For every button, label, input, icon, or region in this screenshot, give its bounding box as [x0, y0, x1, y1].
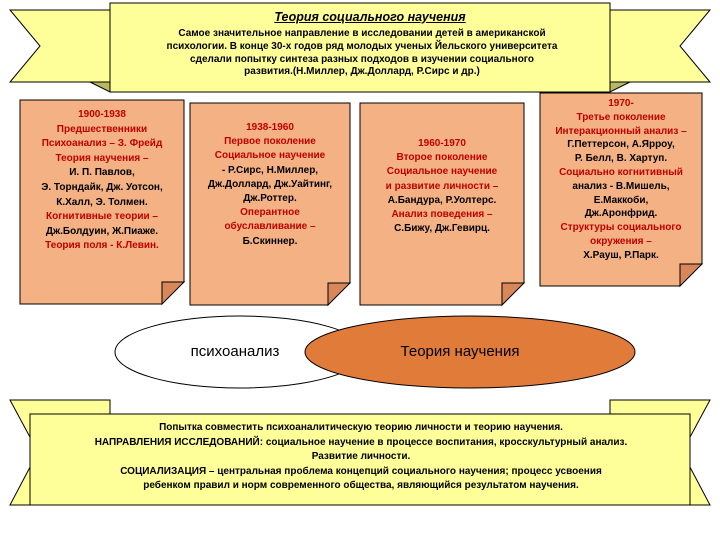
bottom-line: НАПРАВЛЕНИЯ ИССЛЕДОВАНИЙ: социальное научение в процессе воспитания, кросскультурный анализ. — [94, 436, 628, 448]
banner-line: сделали попытку синтеза разных подходов в изучении социального — [190, 53, 534, 65]
column-line: Социальное научение — [386, 166, 498, 178]
column-second-generation — [360, 137, 524, 236]
column-line: Структуры социального — [560, 222, 682, 234]
column-line: Р. Белл, В. Хартуп. — [574, 153, 668, 165]
column-line: обуславливание – — [224, 221, 316, 233]
column-line: Дж.Болдуин, Ж.Пиаже. — [45, 225, 159, 237]
banner-line: Самое значительное направление в исследовании детей в американской — [178, 28, 546, 39]
column-line: Второе поколение — [396, 152, 488, 164]
column-line: и развитие личности – — [385, 180, 499, 192]
column-line: анализ - В.Мишель, — [572, 180, 670, 192]
column-line: И. П. Павлов, — [69, 167, 135, 179]
column-line: 1970- — [608, 98, 634, 109]
column-line: Третье поколение — [576, 111, 666, 123]
column-line: Теория поля - К.Левин. — [45, 240, 159, 252]
bottom-line: СОЦИАЛИЗАЦИЯ – центральная проблема концепций социального научения; процесс усвоения — [120, 465, 602, 477]
column-line: окружения – — [590, 235, 652, 247]
column-line: Оперантное — [240, 207, 300, 219]
column-predecessors — [20, 108, 184, 254]
banner-line: развития.(Н.Миллер, Дж.Доллард, Р.Сирс и др.) — [244, 66, 480, 78]
column-line: Х.Рауш, Р.Парк. — [583, 249, 659, 261]
column-line: 1960-1970 — [418, 138, 466, 149]
bottom-line: ребенком правил и норм современного общества, являющийся результатом научения. — [143, 480, 579, 491]
column-line: С.Бижу, Дж.Гевирц. — [394, 223, 490, 235]
column-line: Социальное научение — [214, 150, 326, 162]
column-line: Когнитивные теории – — [46, 211, 158, 223]
column-line: Г.Петтерсон, А.Ярроу, — [567, 139, 675, 151]
oval-label-learning-theory: Теория научения — [400, 343, 520, 360]
banner-description — [116, 28, 608, 79]
column-line: К.Халл, Э. Толмен. — [56, 196, 148, 208]
banner-title: Теория социального научения — [274, 10, 466, 24]
column-line: Анализ поведения – — [391, 208, 493, 220]
column-line: Е.Маккоби, — [593, 194, 649, 206]
column-line: Теория научения – — [55, 152, 149, 164]
oval-label-psychoanalysis: психоанализ — [190, 343, 280, 360]
column-first-generation — [190, 121, 350, 249]
column-line: А.Бандура, Р.Уолтерс. — [387, 194, 497, 206]
column-line: Дж.Аронфрид. — [584, 208, 658, 220]
column-line: Интеракционный анализ – — [555, 125, 687, 137]
column-third-generation — [540, 97, 702, 263]
column-line: Психоанализ – З. Фрейд — [41, 138, 163, 150]
column-line: Дж.Доллард, Дж.Уайтинг, — [207, 178, 333, 190]
column-line: Социально когнитивный — [559, 166, 683, 178]
column-line: - Р.Сирс, Н.Миллер, — [221, 164, 319, 176]
banner-line: психологии. В конце 30-х годов ряд молодых ученых Йельского университета — [166, 40, 558, 52]
column-line: Первое поколение — [224, 136, 316, 148]
column-line: Предшественники — [56, 123, 148, 135]
bottom-line: Развитие личности. — [311, 451, 411, 462]
column-line: 1900-1938 — [78, 109, 126, 120]
bottom-line: Попытка совместить психоаналитическую теорию личности и теорию научения. — [159, 422, 563, 433]
column-line: 1938-1960 — [246, 122, 294, 133]
column-line: Дж.Роттер. — [243, 192, 297, 204]
column-line: Б.Скиннер. — [242, 235, 298, 247]
column-line: Э. Торндайк, Дж. Уотсон, — [41, 181, 163, 193]
bottom-description — [36, 421, 686, 494]
